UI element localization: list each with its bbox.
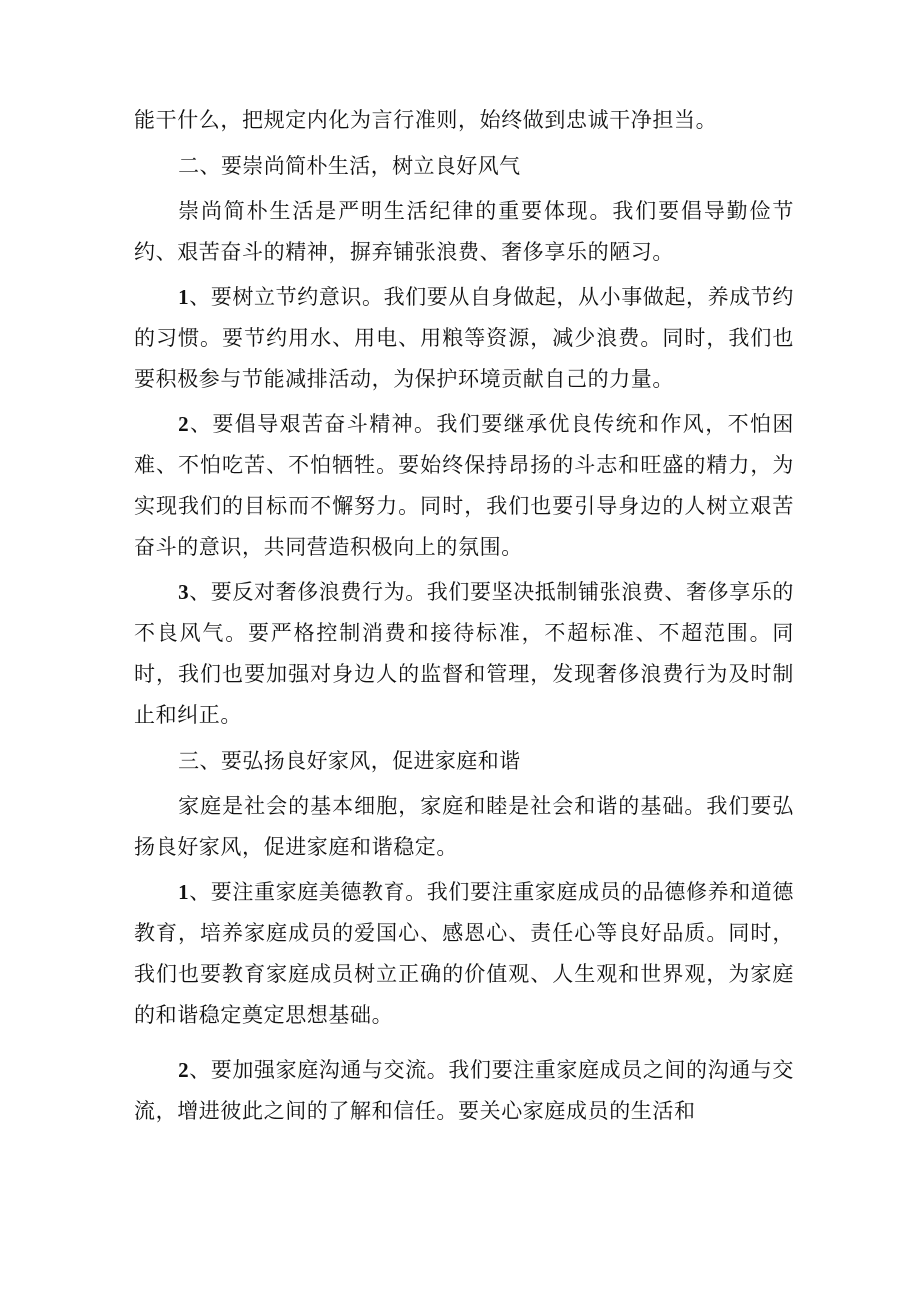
- section-3-item-2: [134, 1050, 794, 1132]
- item-number: 2: [178, 412, 190, 436]
- section-2-item-1: [134, 277, 794, 400]
- item-text: 、要注重家庭美德教育。我们要注重家庭成员的品德修养和道德教育，培养家庭成员的爱国心、感恩心、责任心等良好品质。同时，我们也要教育家庭成员树立正确的价值观、人生观和世界观，为家庭的和谐稳定奠定思想基础。: [134, 880, 795, 1027]
- item-text: 、要加强家庭沟通与交流。我们要注重家庭成员之间的沟通与交流，增进彼此之间的了解和信任。要关心家庭成员的生活和: [134, 1058, 795, 1123]
- item-text: 、要反对奢侈浪费行为。我们要坚决抵制铺张浪费、奢侈享乐的不良风气。要严格控制消费和接待标准，不超标准、不超范围。同时，我们也要加强对身边人的监督和管理，发现奢侈浪费行为及时制止和纠正。: [134, 580, 795, 727]
- item-text: 、要倡导艰苦奋斗精神。我们要继承优良传统和作风，不怕困难、不怕吃苦、不怕牺牲。要始终保持昂扬的斗志和旺盛的精力，为实现我们的目标而不懈努力。同时，我们也要引导身边的人树立艰苦奋斗的意识，共同营造积极向上的氛围。: [134, 412, 794, 559]
- section-2-item-3: [134, 572, 794, 736]
- item-number: 3: [178, 580, 190, 604]
- section-2-intro: 崇尚简朴生活是严明生活纪律的重要体现。我们要倡导勤俭节约、艰苦奋斗的精神，摒弃铺张浪费、奢侈享乐的陋习。: [134, 199, 794, 264]
- document-body: [134, 100, 794, 1136]
- paragraph-continuation: 能干什么，把规定内化为言行准则，始终做到忠诚干净担当。: [134, 108, 718, 132]
- section-heading-2: 二、要崇尚简朴生活，树立良好风气: [178, 154, 521, 178]
- item-number: 1: [178, 285, 190, 309]
- item-number: 2: [178, 1058, 190, 1082]
- section-heading-3: 三、要弘扬良好家风，促进家庭和谐: [178, 749, 521, 773]
- item-number: 1: [178, 880, 190, 904]
- section-3-intro: 家庭是社会的基本细胞，家庭和睦是社会和谐的基础。我们要弘扬良好家风，促进家庭和谐稳定。: [134, 794, 794, 859]
- item-text: 、要树立节约意识。我们要从自身做起，从小事做起，养成节约的习惯。要节约用水、用电、用粮等资源，减少浪费。同时，我们也要积极参与节能减排活动，为保护环境贡献自己的力量。: [134, 285, 795, 391]
- section-2-item-2: [134, 404, 794, 568]
- section-3-item-1: [134, 872, 794, 1036]
